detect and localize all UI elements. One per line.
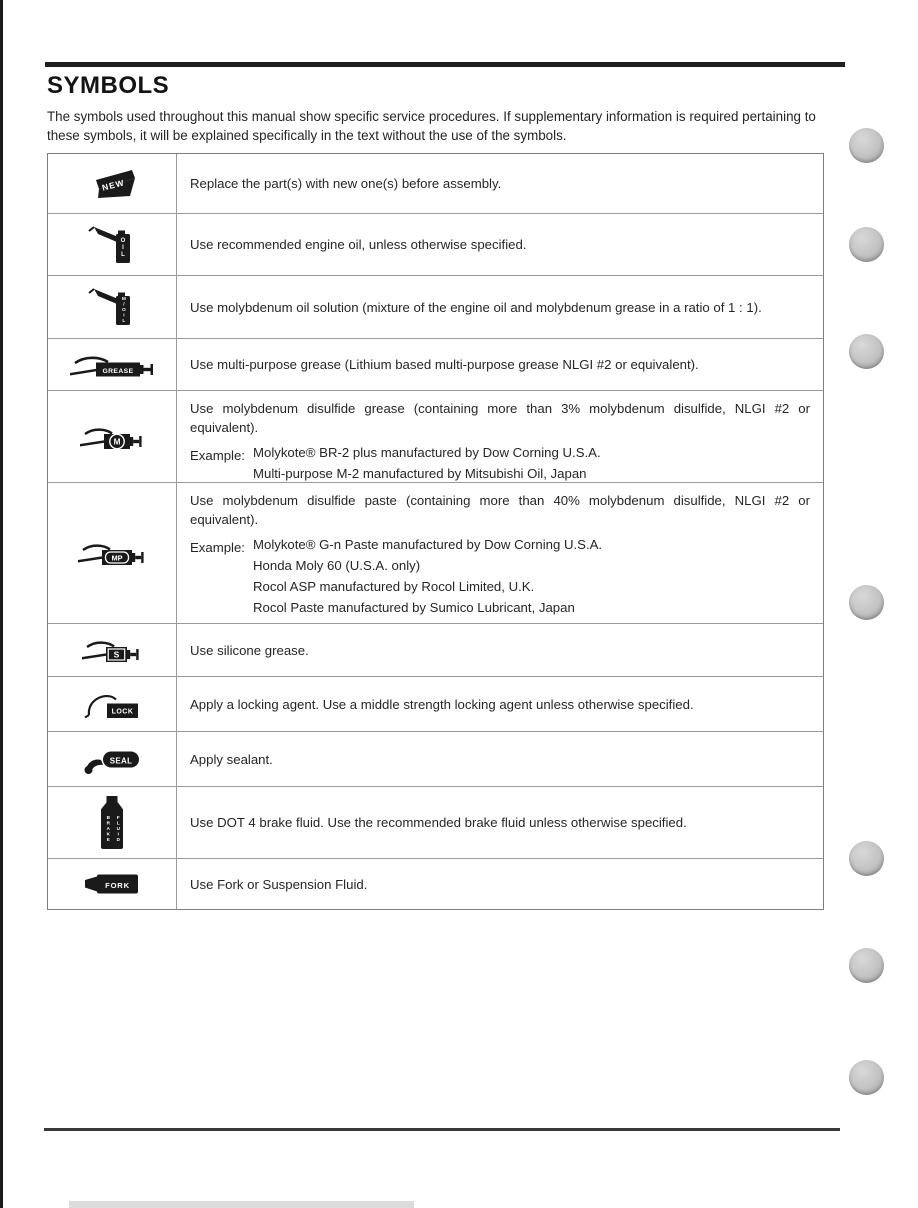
description-cell [177, 859, 823, 909]
symbol-cell [48, 787, 177, 858]
symbol-cell [48, 483, 177, 623]
example-item: Rocol Paste manufactured by Sumico Lubricant, Japan [253, 600, 575, 615]
table-row [48, 732, 823, 787]
description-cell [177, 214, 823, 275]
brake-fluid-icon-label: BRAKE [105, 814, 111, 843]
example-item: Honda Moly 60 (U.S.A. only) [253, 558, 421, 573]
symbol-description: Use recommended engine oil, unless otherwise specified. [190, 237, 527, 252]
symbol-cell [48, 339, 177, 390]
example-block [190, 446, 810, 482]
svg-text:MP: MP [111, 553, 123, 563]
molybdenum-oil-icon [87, 286, 137, 328]
svg-text:SEAL: SEAL [109, 756, 133, 766]
example-item: Rocol ASP manufactured by Rocol Limited, U.K. [253, 579, 535, 594]
symbols-table [47, 153, 824, 910]
symbol-cell [48, 677, 177, 731]
symbol-cell [48, 276, 177, 338]
binder-hole [849, 841, 884, 876]
binder-hole [849, 948, 884, 983]
symbol-description: Apply a locking agent. Use a middle strength locking agent unless otherwise specified. [190, 696, 694, 712]
fork-fluid-icon [84, 870, 140, 898]
symbol-description: Apply sealant. [190, 751, 273, 767]
description-cell [177, 624, 823, 676]
binder-hole [849, 1060, 884, 1095]
engine-oil-icon [87, 224, 137, 266]
svg-text:GREASE: GREASE [102, 367, 134, 375]
intro-text: The symbols used throughout this manual show specific service procedures. If supplementary information is required pertaining to these symbols, it will be explained specifically in the text without the use of the symbols. [47, 109, 816, 143]
brake-fluid-icon-label: FLUID [115, 814, 121, 843]
symbol-description: Use molybdenum oil solution (mixture of the engine oil and molybdenum grease in a ratio of 1 : 1). [190, 299, 762, 315]
table-row [48, 339, 823, 391]
symbol-description: Use molybdenum disulfide paste (containing more than 40% molybdenum disulfide, NLGI #2 or equivalent). [190, 493, 810, 527]
example-label: Example: [190, 540, 245, 555]
binder-hole [849, 227, 884, 262]
symbol-cell [48, 624, 177, 676]
oil-icon-label: OIL [120, 237, 126, 259]
table-row [48, 859, 823, 909]
svg-text:FORK: FORK [105, 880, 130, 890]
svg-text:S: S [113, 649, 120, 660]
description-cell [177, 677, 823, 731]
example-item: Multi-purpose M-2 manufactured by Mitsubishi Oil, Japan [253, 466, 587, 481]
molybdenum-disulfide-grease-icon [78, 421, 146, 453]
example-block [190, 538, 810, 622]
table-row [48, 677, 823, 732]
page-title: SYMBOLS [47, 72, 170, 99]
molybdenum-oil-icon-label: M/OIL [121, 296, 127, 325]
svg-text:LOCK: LOCK [111, 708, 134, 716]
table-row [48, 214, 823, 276]
silicone-grease-icon [80, 634, 144, 666]
description-cell [177, 391, 823, 482]
table-row [48, 483, 823, 624]
symbol-description: Replace the part(s) with new one(s) before assembly. [190, 176, 502, 191]
symbol-cell [48, 214, 177, 275]
symbol-description: Use molybdenum disulfide grease (containing more than 3% molybdenum disulfide, NLGI #2 or equivalent). [190, 401, 810, 435]
footer-rule [44, 1128, 840, 1131]
new-parts-icon [88, 166, 136, 202]
molybdenum-disulfide-paste-icon [76, 537, 148, 569]
symbol-cell [48, 859, 177, 909]
binder-hole [849, 128, 884, 163]
binder-hole [849, 585, 884, 620]
symbol-description: Use multi-purpose grease (Lithium based multi-purpose grease NLGI #2 or equivalent). [190, 357, 699, 372]
brake-fluid-icon [94, 794, 130, 852]
table-row [48, 624, 823, 677]
symbol-cell [48, 391, 177, 482]
symbol-description: Use DOT 4 brake fluid. Use the recommended brake fluid unless otherwise specified. [190, 815, 687, 830]
locking-agent-icon [82, 686, 142, 722]
description-cell [177, 483, 823, 623]
symbol-cell [48, 732, 177, 786]
description-cell [177, 154, 823, 213]
table-row [48, 787, 823, 859]
symbol-description: Use silicone grease. [190, 642, 309, 658]
description-cell [177, 787, 823, 858]
table-row [48, 154, 823, 214]
example-item: Molykote® BR-2 plus manufactured by Dow Corning U.S.A. [253, 445, 601, 460]
binder-hole [849, 334, 884, 369]
section-divider-rule [45, 62, 845, 67]
sealant-icon [82, 744, 142, 774]
page-bottom-scan-artifact [69, 1201, 414, 1208]
description-cell [177, 339, 823, 390]
description-cell [177, 276, 823, 338]
symbol-cell [48, 154, 177, 213]
example-item: Molykote® G-n Paste manufactured by Dow Corning U.S.A. [253, 537, 603, 552]
svg-text:M: M [113, 437, 121, 447]
multipurpose-grease-icon [68, 349, 156, 381]
example-label: Example: [190, 448, 245, 463]
svg-text:NEW: NEW [100, 176, 126, 193]
description-cell [177, 732, 823, 786]
scan-edge [0, 0, 3, 1208]
table-row [48, 391, 823, 483]
symbol-description: Use Fork or Suspension Fluid. [190, 876, 368, 892]
table-row [48, 276, 823, 339]
